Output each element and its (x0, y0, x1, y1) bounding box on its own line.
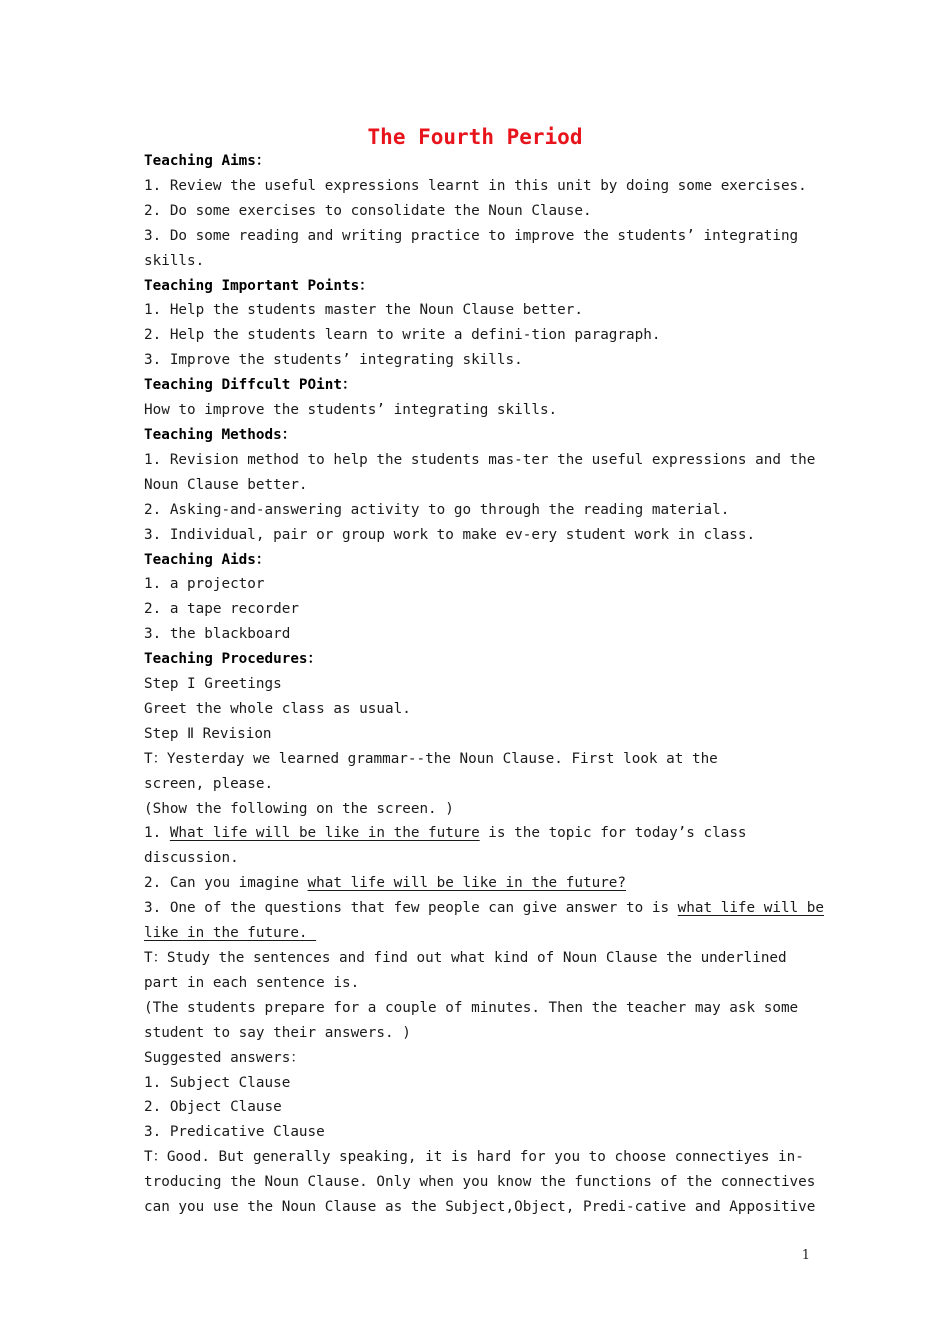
example-sentence-3 (144, 896, 824, 921)
example-sentence-1-cont: discussion. (144, 850, 239, 867)
answer-item: 2. Object Clause (144, 1099, 282, 1116)
sentence-suffix: is the topic for today’s class (479, 825, 747, 842)
teacher-line: can you use the Noun Clause as the Subject,Object, Predi-cative and Appositive (144, 1199, 816, 1216)
important-point-item: 1. Help the students master the Noun Clause better. (144, 302, 583, 319)
method-item: 2. Asking-and-answering activity to go through the reading material. (144, 501, 730, 518)
aid-item: 2. a tape recorder (144, 601, 299, 618)
underlined-clause: what life will be (677, 900, 824, 917)
aims-item: 3. Do some reading and writing practice to improve the students’ integrating (144, 227, 799, 244)
underlined-clause: What life will be like in the future (169, 825, 480, 842)
underlined-clause: what life will be like in the future? (307, 875, 627, 892)
section-heading-aids: Teaching Aids： (144, 551, 271, 568)
important-point-item: 3. Improve the students’ integrating skills. (144, 352, 523, 369)
example-sentence-1 (144, 821, 814, 846)
sentence-prefix: 3. One of the questions that few people can give answer to is (144, 900, 678, 917)
example-sentence-2 (144, 871, 814, 896)
answer-item: 3. Predicative Clause (144, 1124, 325, 1141)
step-one-text: Greet the whole class as usual. (144, 700, 411, 717)
document-body (144, 149, 824, 1220)
activity-note: (The students prepare for a couple of minutes. Then the teacher may ask some (144, 999, 799, 1016)
teacher-line: T：Study the sentences and find out what kind of Noun Clause the underlined (144, 950, 787, 966)
teacher-line: T：Good. But generally speaking, it is hard for you to choose connectiyes in- (144, 1149, 804, 1166)
section-heading-aims: Teaching Aims： (144, 153, 271, 169)
aims-item: 2. Do some exercises to consolidate the Noun Clause. (144, 202, 592, 219)
page-number: 1 (801, 1248, 810, 1263)
teacher-line: troducing the Noun Clause. Only when you know the functions of the connectives (144, 1174, 816, 1191)
section-heading-methods: Teaching Methods： (144, 426, 297, 443)
answer-item: 1. Subject Clause (144, 1074, 291, 1091)
section-heading-important-points: Teaching Important Points： (144, 277, 374, 294)
step-two-heading: Step Ⅱ Revision (144, 725, 272, 742)
document-title: The Fourth Period (367, 125, 583, 149)
section-heading-difficult-point: Teaching Diffcult POint： (144, 377, 357, 394)
difficult-point-item: How to improve the students’ integrating skills. (144, 402, 558, 419)
example-sentence-3-cont (144, 921, 814, 946)
sentence-prefix: 2. Can you imagine (144, 875, 308, 892)
aid-item: 1. a projector (144, 576, 265, 593)
step-one-heading: Step I Greetings (144, 676, 282, 693)
teacher-line: T：Yesterday we learned grammar--the Noun Clause. First look at the (144, 750, 718, 767)
method-item: Noun Clause better. (144, 476, 308, 493)
aims-item: skills. (144, 252, 205, 269)
sentence-prefix: 1. (144, 825, 170, 842)
teacher-line: part in each sentence is. (144, 974, 360, 991)
screen-note: (Show the following on the screen. ) (144, 800, 454, 817)
important-point-item: 2. Help the students learn to write a defini-tion paragraph. (144, 327, 661, 344)
method-item: 3. Individual, pair or group work to make ev-ery student work in class. (144, 526, 756, 543)
teacher-line: screen, please. (144, 775, 274, 792)
section-heading-procedures: Teaching Procedures： (144, 651, 322, 668)
activity-note: student to say their answers. ) (144, 1024, 411, 1041)
aid-item: 3. the blackboard (144, 626, 291, 643)
method-item: 1. Revision method to help the students mas-ter the useful expressions and the (144, 451, 816, 468)
aims-item: 1. Review the useful expressions learnt in this unit by doing some exercises. (144, 177, 807, 194)
suggested-answers-label: Suggested answers： (144, 1049, 305, 1066)
underlined-clause: like in the future. (144, 925, 317, 942)
